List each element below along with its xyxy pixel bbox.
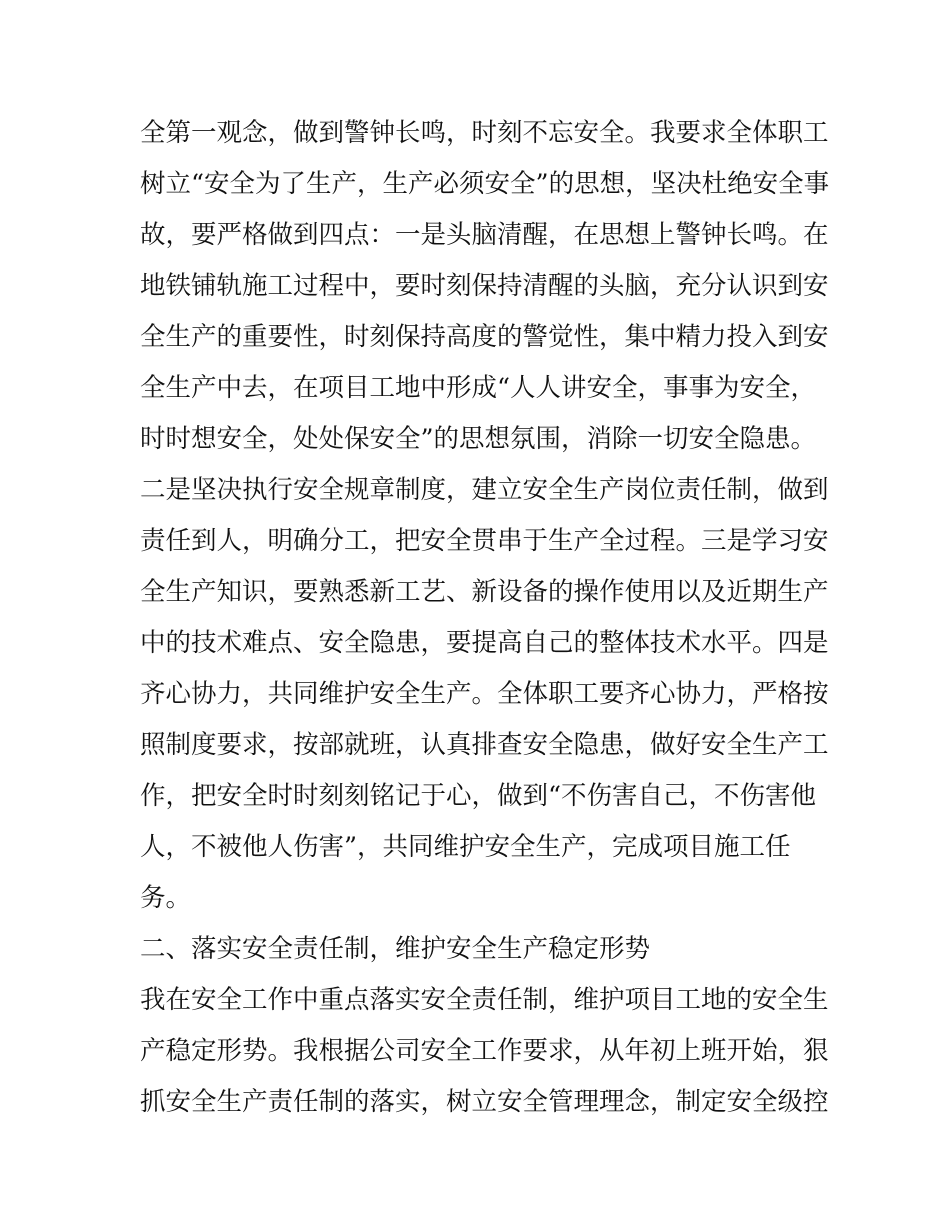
text-line: 全第一观念，做到警钟长鸣，时刻不忘安全。我要求全体职工 <box>140 118 829 148</box>
text-line: 故，要严格做到四点：一是头脑清醒，在思想上警钟长鸣。在 <box>140 220 829 250</box>
text-line: 我在安全工作中重点落实安全责任制，维护项目工地的安全生 <box>140 985 829 1015</box>
text-line: 人，不被他人伤害”，共同维护安全生产，完成项目施工任 <box>140 832 791 862</box>
text-line: 齐心协力，共同维护安全生产。全体职工要齐心协力，严格按 <box>140 679 829 709</box>
text-line: 二是坚决执行安全规章制度，建立安全生产岗位责任制，做到 <box>140 475 829 505</box>
text-line: 产稳定形势。我根据公司安全工作要求，从年初上班开始，狠 <box>140 1036 829 1066</box>
text-line: 中的技术难点、安全隐患，要提高自己的整体技术水平。四是 <box>140 628 829 658</box>
document-body <box>140 108 830 1128</box>
section-heading: 二、落实安全责任制，维护安全生产稳定形势 <box>140 934 651 964</box>
text-line: 树立“安全为了生产，生产必须安全”的思想，坚决杜绝安全事 <box>140 169 830 199</box>
text-line: 抓安全生产责任制的落实，树立安全管理理念，制定安全级控 <box>140 1087 829 1117</box>
text-line: 全生产知识，要熟悉新工艺、新设备的操作使用以及近期生产 <box>140 577 829 607</box>
text-line: 照制度要求，按部就班，认真排查安全隐患，做好安全生产工 <box>140 730 829 760</box>
text-line: 务。 <box>140 883 192 913</box>
text-line: 时时想安全，处处保安全”的思想氛围，消除一切安全隐患。 <box>140 424 817 454</box>
text-line: 全生产中去，在项目工地中形成“人人讲安全，事事为安全， <box>140 373 817 403</box>
text-line: 全生产的重要性，时刻保持高度的警觉性，集中精力投入到安 <box>140 322 829 352</box>
text-line: 作，把安全时时刻刻铭记于心，做到“不伤害自己，不伤害他 <box>140 781 817 811</box>
text-line: 地铁铺轨施工过程中，要时刻保持清醒的头脑，充分认识到安 <box>140 271 829 301</box>
text-line: 责任到人，明确分工，把安全贯串于生产全过程。三是学习安 <box>140 526 829 556</box>
